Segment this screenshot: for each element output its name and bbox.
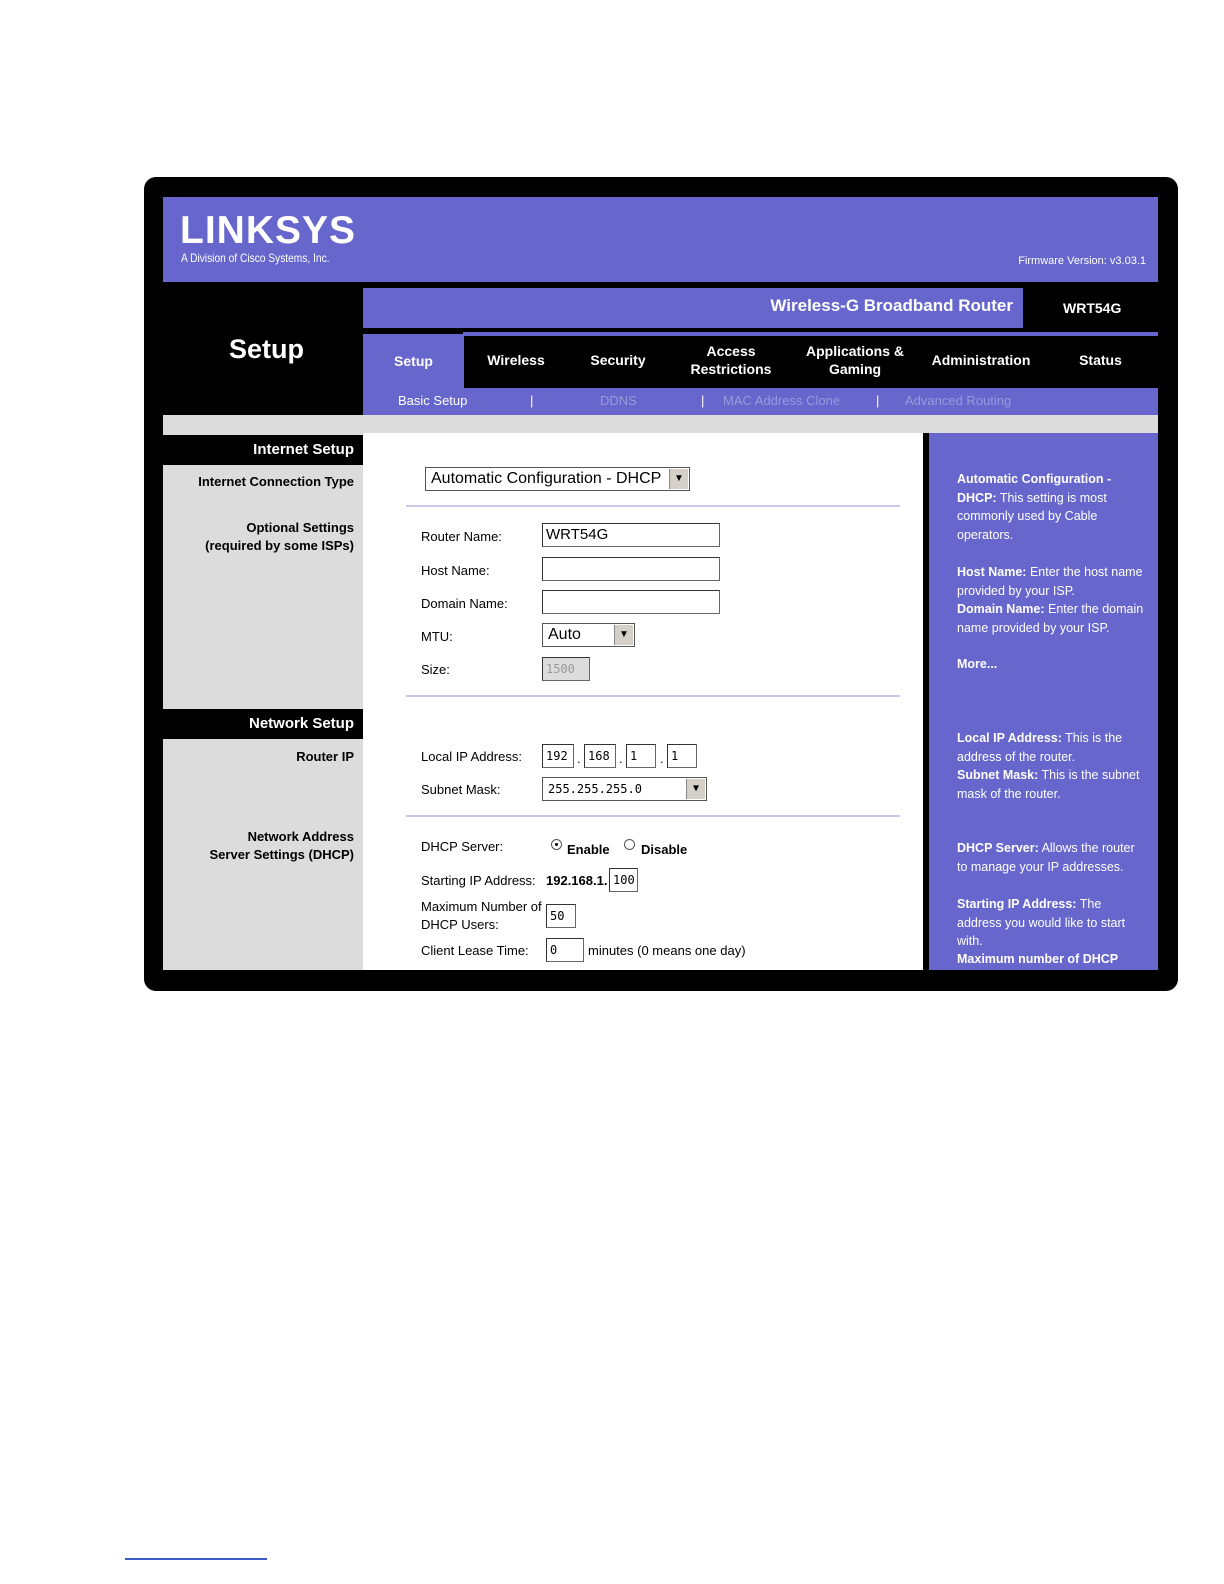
help-local-ip bbox=[957, 729, 1147, 766]
help-term: Automatic Configuration - DHCP: bbox=[957, 472, 1112, 505]
max-users-label: Maximum Number of bbox=[421, 899, 542, 914]
local-ip-octet-4[interactable]: 1 bbox=[667, 744, 697, 768]
connection-type-select[interactable] bbox=[425, 467, 690, 491]
tab-applications-gaming[interactable] bbox=[793, 332, 917, 388]
tab-access-restrictions[interactable] bbox=[675, 332, 787, 388]
starting-ip-prefix: 192.168.1. bbox=[546, 873, 608, 888]
router-name-label: Router Name: bbox=[421, 529, 502, 544]
tab-administration[interactable] bbox=[923, 332, 1039, 388]
router-ip-label: Router IP bbox=[296, 749, 354, 764]
section-heading-text: Network Setup bbox=[248, 715, 354, 732]
section-heading-text: Internet Setup bbox=[253, 441, 354, 458]
mtu-select[interactable] bbox=[542, 623, 635, 647]
help-auto-config bbox=[957, 470, 1147, 544]
model-name: WRT54G bbox=[1063, 300, 1122, 316]
local-ip-label: Local IP Address: bbox=[421, 749, 522, 764]
page-title-box bbox=[163, 282, 363, 415]
help-panel bbox=[923, 433, 1158, 970]
tab-label: Wireless bbox=[487, 352, 545, 368]
sub-navigation bbox=[363, 388, 1158, 415]
internet-setup-heading bbox=[163, 435, 363, 465]
separator bbox=[406, 815, 900, 817]
footnote-rule bbox=[125, 1558, 267, 1560]
tab-wireless[interactable] bbox=[466, 332, 566, 388]
ip-dot: . bbox=[660, 751, 664, 766]
internet-connection-type-label: Internet Connection Type bbox=[198, 474, 354, 489]
network-setup-heading bbox=[163, 709, 363, 739]
subnav-separator: | bbox=[701, 393, 705, 408]
dhcp-server-label: DHCP Server: bbox=[421, 839, 504, 854]
domain-name-input[interactable] bbox=[542, 590, 720, 614]
chevron-down-icon: ▼ bbox=[614, 625, 633, 645]
dhcp-settings-label: Network Address bbox=[247, 829, 354, 844]
subnav-separator: | bbox=[876, 393, 880, 408]
separator bbox=[406, 695, 900, 697]
help-subnet-mask bbox=[957, 766, 1147, 803]
help-term: Local IP Address: bbox=[957, 731, 1062, 745]
heading-spacer bbox=[163, 465, 363, 467]
tab-setup[interactable] bbox=[363, 334, 464, 388]
content-top-strip bbox=[163, 415, 1158, 433]
domain-name-label: Domain Name: bbox=[421, 596, 508, 611]
max-users-input[interactable]: 50 bbox=[546, 904, 576, 928]
lease-time-input[interactable]: 0 bbox=[546, 938, 584, 962]
lease-time-suffix: minutes (0 means one day) bbox=[588, 943, 746, 958]
help-term: Starting IP Address: bbox=[957, 897, 1077, 911]
subnet-mask-label: Subnet Mask: bbox=[421, 782, 501, 797]
local-ip-octet-2[interactable]: 168 bbox=[584, 744, 616, 768]
logo-subtitle: A Division of Cisco Systems, Inc. bbox=[181, 251, 330, 265]
tab-label: Applications & Gaming bbox=[805, 343, 904, 377]
ip-dot: . bbox=[619, 751, 623, 766]
help-host-name bbox=[957, 563, 1147, 600]
subnet-mask-value: 255.255.255.0 bbox=[548, 782, 642, 796]
lease-time-label: Client Lease Time: bbox=[421, 943, 529, 958]
help-term: DHCP Server: bbox=[957, 841, 1039, 855]
help-dhcp-server bbox=[957, 839, 1147, 876]
help-text: Enter the domain name provided by your ISP. bbox=[957, 602, 1144, 635]
tab-security[interactable] bbox=[568, 332, 668, 388]
max-users-label-2: DHCP Users: bbox=[421, 917, 499, 932]
optional-settings-label: Optional Settings bbox=[246, 520, 354, 535]
host-name-label: Host Name: bbox=[421, 563, 490, 578]
separator bbox=[406, 505, 900, 507]
tab-label: Access Restrictions bbox=[690, 343, 772, 377]
size-label: Size: bbox=[421, 662, 450, 677]
dhcp-enable-radio[interactable] bbox=[551, 839, 562, 850]
size-input: 1500 bbox=[542, 657, 590, 681]
help-term: Host Name: bbox=[957, 565, 1027, 579]
starting-ip-label: Starting IP Address: bbox=[421, 873, 536, 888]
tab-status[interactable] bbox=[1053, 332, 1148, 388]
dhcp-settings-label-2: Server Settings (DHCP) bbox=[209, 847, 354, 862]
subnav-basic-setup[interactable]: Basic Setup bbox=[398, 393, 468, 408]
tab-label: Setup bbox=[394, 353, 433, 369]
help-panel-body bbox=[929, 433, 1158, 970]
help-starting-ip bbox=[957, 895, 1147, 951]
firmware-version: Firmware Version: v3.03.1 bbox=[1018, 255, 1146, 267]
tab-label: Administration bbox=[931, 352, 1031, 368]
dhcp-disable-radio[interactable] bbox=[624, 839, 635, 850]
help-text: Enter the host name provided by your ISP. bbox=[957, 565, 1143, 598]
help-domain-name bbox=[957, 600, 1147, 637]
tab-label: Security bbox=[590, 352, 646, 368]
local-ip-octet-1[interactable]: 192 bbox=[542, 744, 574, 768]
local-ip-octet-3[interactable]: 1 bbox=[626, 744, 656, 768]
connection-type-value: Automatic Configuration - DHCP bbox=[431, 470, 662, 487]
optional-settings-note: (required by some ISPs) bbox=[205, 538, 354, 553]
help-text: This setting is most commonly used by Cable operators. bbox=[957, 490, 1107, 542]
tab-label: Status bbox=[1079, 352, 1122, 368]
help-term: Domain Name: bbox=[957, 602, 1045, 616]
host-name-input[interactable] bbox=[542, 557, 720, 581]
ip-dot: . bbox=[577, 751, 581, 766]
subnet-mask-select[interactable] bbox=[542, 777, 707, 801]
dhcp-disable-label: Disable bbox=[641, 842, 688, 857]
page-title: Setup bbox=[229, 334, 305, 364]
settings-form bbox=[363, 433, 923, 970]
subnav-advanced-routing[interactable]: Advanced Routing bbox=[905, 393, 1012, 408]
help-text: This is the subnet mask of the router. bbox=[957, 768, 1140, 801]
product-name: Wireless-G Broadband Router bbox=[770, 296, 1013, 315]
left-section-column bbox=[163, 433, 363, 970]
subnav-ddns[interactable]: DDNS bbox=[600, 393, 637, 408]
chevron-down-icon: ▼ bbox=[669, 469, 688, 489]
starting-ip-last-octet[interactable]: 100 bbox=[609, 868, 638, 892]
dhcp-enable-label: Enable bbox=[567, 842, 610, 857]
product-name-box bbox=[363, 288, 1023, 328]
help-text: This is the address of the router. bbox=[957, 731, 1123, 764]
mtu-value: Auto bbox=[548, 626, 581, 643]
subnav-mac-address-clone[interactable]: MAC Address Clone bbox=[723, 393, 841, 408]
mtu-label: MTU: bbox=[421, 629, 453, 644]
help-text: The address you would like to start with. bbox=[957, 897, 1126, 948]
help-text: Allows the router to manage your IP addresses. bbox=[957, 841, 1135, 874]
router-admin-screen bbox=[163, 197, 1158, 970]
main-tabs bbox=[363, 332, 1158, 388]
help-max-users: Maximum number of DHCP bbox=[957, 952, 1119, 966]
router-name-input[interactable]: WRT54G bbox=[542, 523, 720, 547]
model-box bbox=[1023, 288, 1158, 328]
help-term: Subnet Mask: bbox=[957, 768, 1039, 782]
help-more-link[interactable]: More... bbox=[957, 657, 998, 671]
chevron-down-icon: ▼ bbox=[686, 779, 705, 799]
subnav-separator: | bbox=[530, 393, 534, 408]
tab-rule bbox=[463, 332, 1158, 336]
linksys-logo: LINKSYS bbox=[180, 209, 357, 252]
